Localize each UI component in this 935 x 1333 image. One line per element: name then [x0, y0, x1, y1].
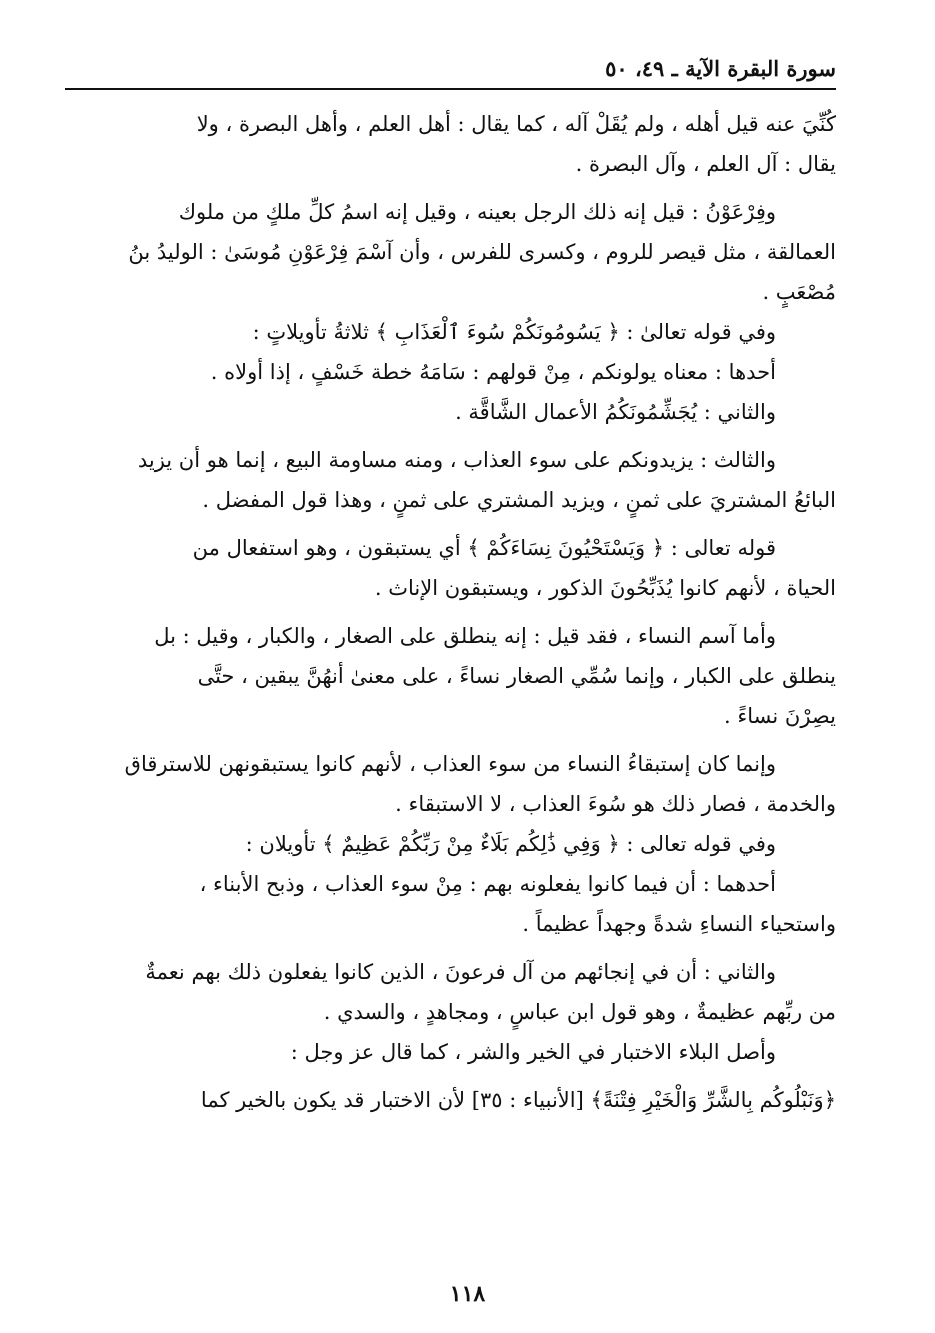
- text-line: يصِرْنَ نساءً .: [724, 704, 836, 728]
- body-text: [65, 104, 836, 1120]
- text-line: وفِرْعَوْنُ : قيل إنه ذلك الرجل بعينه ، وقيل إنه اسمُ كلِّ ملكٍ من ملوك: [178, 200, 776, 224]
- text-line: البائعُ المشتريَ على ثمنٍ ، ويزيد المشتري على ثمنٍ ، وهذا قول المفضل .: [202, 488, 836, 512]
- text-line: ينطلق على الكبار ، وإنما سُمِّي الصغار نساءً ، على معنىٰ أنهُنَّ يبقين ، حتَّى: [197, 664, 836, 688]
- text-line: واستحياء النساءِ شدةً وجهداً عظيماً .: [522, 912, 836, 936]
- page-header: [65, 52, 836, 90]
- text-line: أحدهما : أن فيما كانوا يفعلونه بهم : مِنْ سوء العذاب ، وذبح الأبناء ،: [199, 872, 776, 896]
- text-line: والثاني : أن في إنجائهم من آل فرعونَ ، الذين كانوا يفعلون ذلك بهم نعمةٌ: [145, 960, 776, 984]
- text-line: مُصْعَبٍ .: [762, 280, 836, 304]
- text-line: والثاني : يُجَشِّمُونَكُمُ الأعمال الشَّاقَّة .: [455, 400, 776, 424]
- text-line: العمالقة ، مثل قيصر للروم ، وكسرى للفرس ، وأن آسْمَ فِرْعَوْنِ مُوسَىٰ : الوليدُ بنُ: [128, 240, 836, 264]
- text-line: قوله تعالى : ﴿ وَيَسْتَحْيُونَ نِسَاءَكُمْ ﴾ أي يستبقون ، وهو استفعال من: [192, 536, 776, 560]
- text-line: ﴿وَنَبْلُوكُم بِالشَّرِّ وَالْخَيْرِ فِتْنَةً﴾ [الأنبياء : ٣٥] لأن الاختبار قد يكون بالخير كما: [200, 1088, 836, 1112]
- text-line: أحدها : معناه يولونكم ، مِنْ قولهم : سَامَهُ خطة خَسْفٍ ، إذا أولاه .: [210, 360, 776, 384]
- text-line: وأصل البلاء الاختبار في الخير والشر ، كما قال عز وجل :: [290, 1040, 776, 1064]
- text-line: وأما آسم النساء ، فقد قيل : إنه ينطلق على الصغار ، والكبار ، وقيل : بل: [154, 624, 776, 648]
- text-line: والخدمة ، فصار ذلك هو سُوءَ العذاب ، لا الاستبقاء .: [395, 792, 836, 816]
- running-head: سورة البقرة الآية ـ ٤٩، ٥٠: [605, 56, 836, 81]
- text-line: الحياة ، لأنهم كانوا يُذَبِّحُونَ الذكور ، ويستبقون الإناث .: [374, 576, 836, 600]
- page-number: ١١٨: [449, 1281, 486, 1307]
- text-line: والثالث : يزيدونكم على سوء العذاب ، ومنه مساومة البيع ، إنما هو أن يزيد: [137, 448, 776, 472]
- text-line: وفي قوله تعالىٰ : ﴿ يَسُومُونَكُمْ سُوءَ ٱلْعَذَابِ ﴾ ثلاثةُ تأويلاتٍ :: [252, 320, 776, 344]
- text-line: من ربِّهم عظيمةٌ ، وهو قول ابن عباسٍ ، ومجاهدٍ ، والسدي .: [323, 1000, 836, 1024]
- text-line: وإنما كان إستبقاءُ النساء من سوء العذاب ، لأنهم كانوا يستبقونهن للاسترقاق: [124, 752, 776, 776]
- text-line: كُنِّيَ عنه قيل أهله ، ولم يُقَلْ آله ، كما يقال : أهل العلم ، وأهل البصرة ، ولا: [196, 112, 836, 136]
- text-line: وفي قوله تعالى : ﴿ وَفِي ذَٰلِكُم بَلَاءٌ مِنْ رَبِّكُمْ عَظِيمٌ ﴾ تأويلان :: [245, 832, 776, 856]
- text-line: يقال : آل العلم ، وآل البصرة .: [575, 152, 836, 176]
